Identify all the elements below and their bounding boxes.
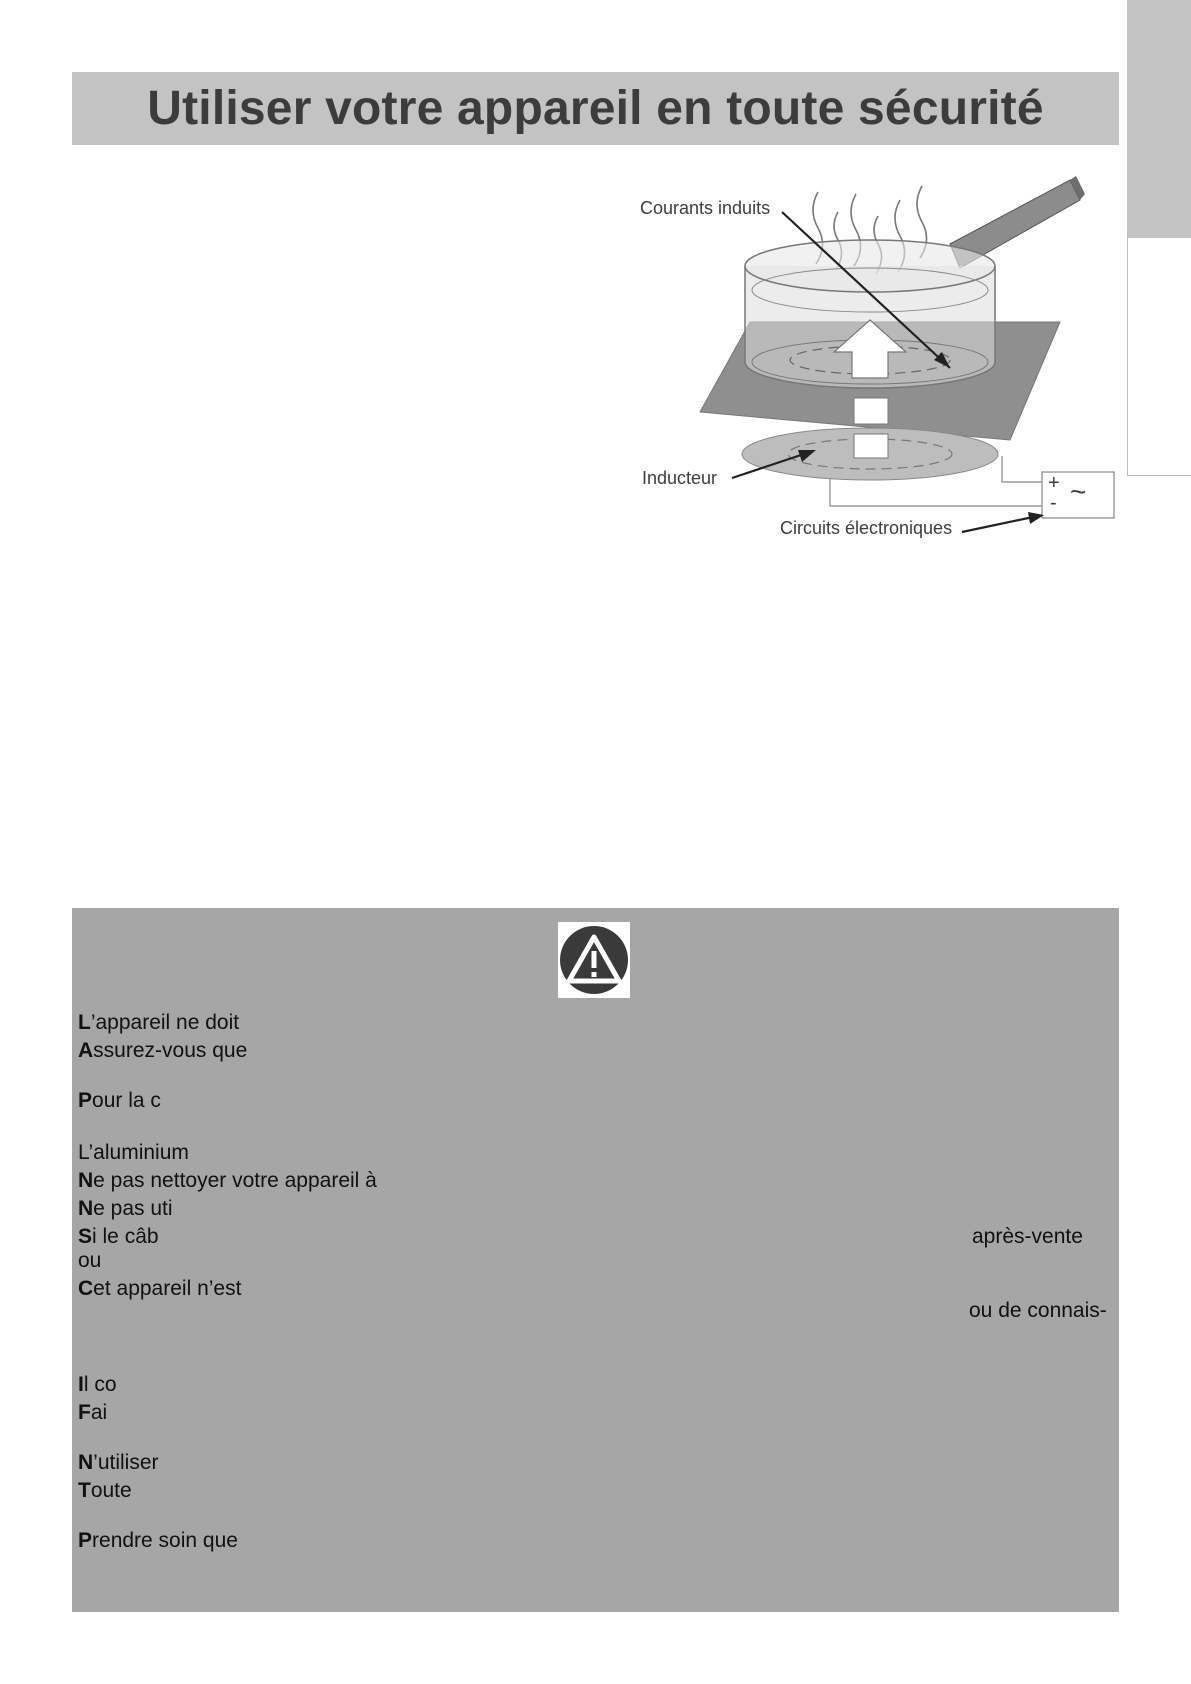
- terminal-minus: -: [1050, 492, 1057, 514]
- warning-line: L’aluminium: [78, 1141, 189, 1164]
- warning-line: Pour la c: [78, 1089, 161, 1112]
- warning-line: L’appareil ne doit: [78, 1011, 240, 1034]
- warning-line: Il co: [78, 1373, 117, 1396]
- warning-line: Fai: [78, 1401, 108, 1424]
- side-tab-outline: [1127, 238, 1191, 476]
- label-courants-induits: Courants induits: [640, 198, 771, 218]
- ac-symbol-icon: ~: [1070, 476, 1087, 507]
- warning-line: Assurez-vous que: [78, 1039, 248, 1062]
- warning-fragment-apres-vente: après-vente: [972, 1225, 1083, 1248]
- induction-diagram-illustration: [630, 172, 1120, 552]
- label-circuits-electroniques: Circuits électroniques: [780, 518, 953, 538]
- induction-diagram: [630, 172, 1120, 552]
- warning-line: Prendre soin que: [78, 1529, 238, 1552]
- label-inducteur: Inducteur: [642, 468, 718, 488]
- warning-line: N’utiliser: [78, 1451, 159, 1474]
- title-bar: [72, 72, 1119, 145]
- side-tab-marker: [1127, 0, 1191, 238]
- warning-box: [72, 908, 1119, 1612]
- warning-line: Cet appareil n’est: [78, 1277, 242, 1300]
- page-title: Utiliser votre appareil en toute sécurité: [147, 82, 1044, 135]
- terminal-plus: +: [1048, 472, 1060, 494]
- warning-fragment-connais: ou de connais-: [969, 1299, 1107, 1322]
- warning-line: ou: [78, 1249, 102, 1272]
- warning-line: Si le câb: [78, 1225, 159, 1248]
- warning-triangle-icon: [558, 922, 630, 998]
- warning-line: Ne pas uti: [78, 1197, 173, 1220]
- warning-line: Ne pas nettoyer votre appareil à: [78, 1169, 377, 1192]
- warning-line: Toute: [78, 1479, 132, 1502]
